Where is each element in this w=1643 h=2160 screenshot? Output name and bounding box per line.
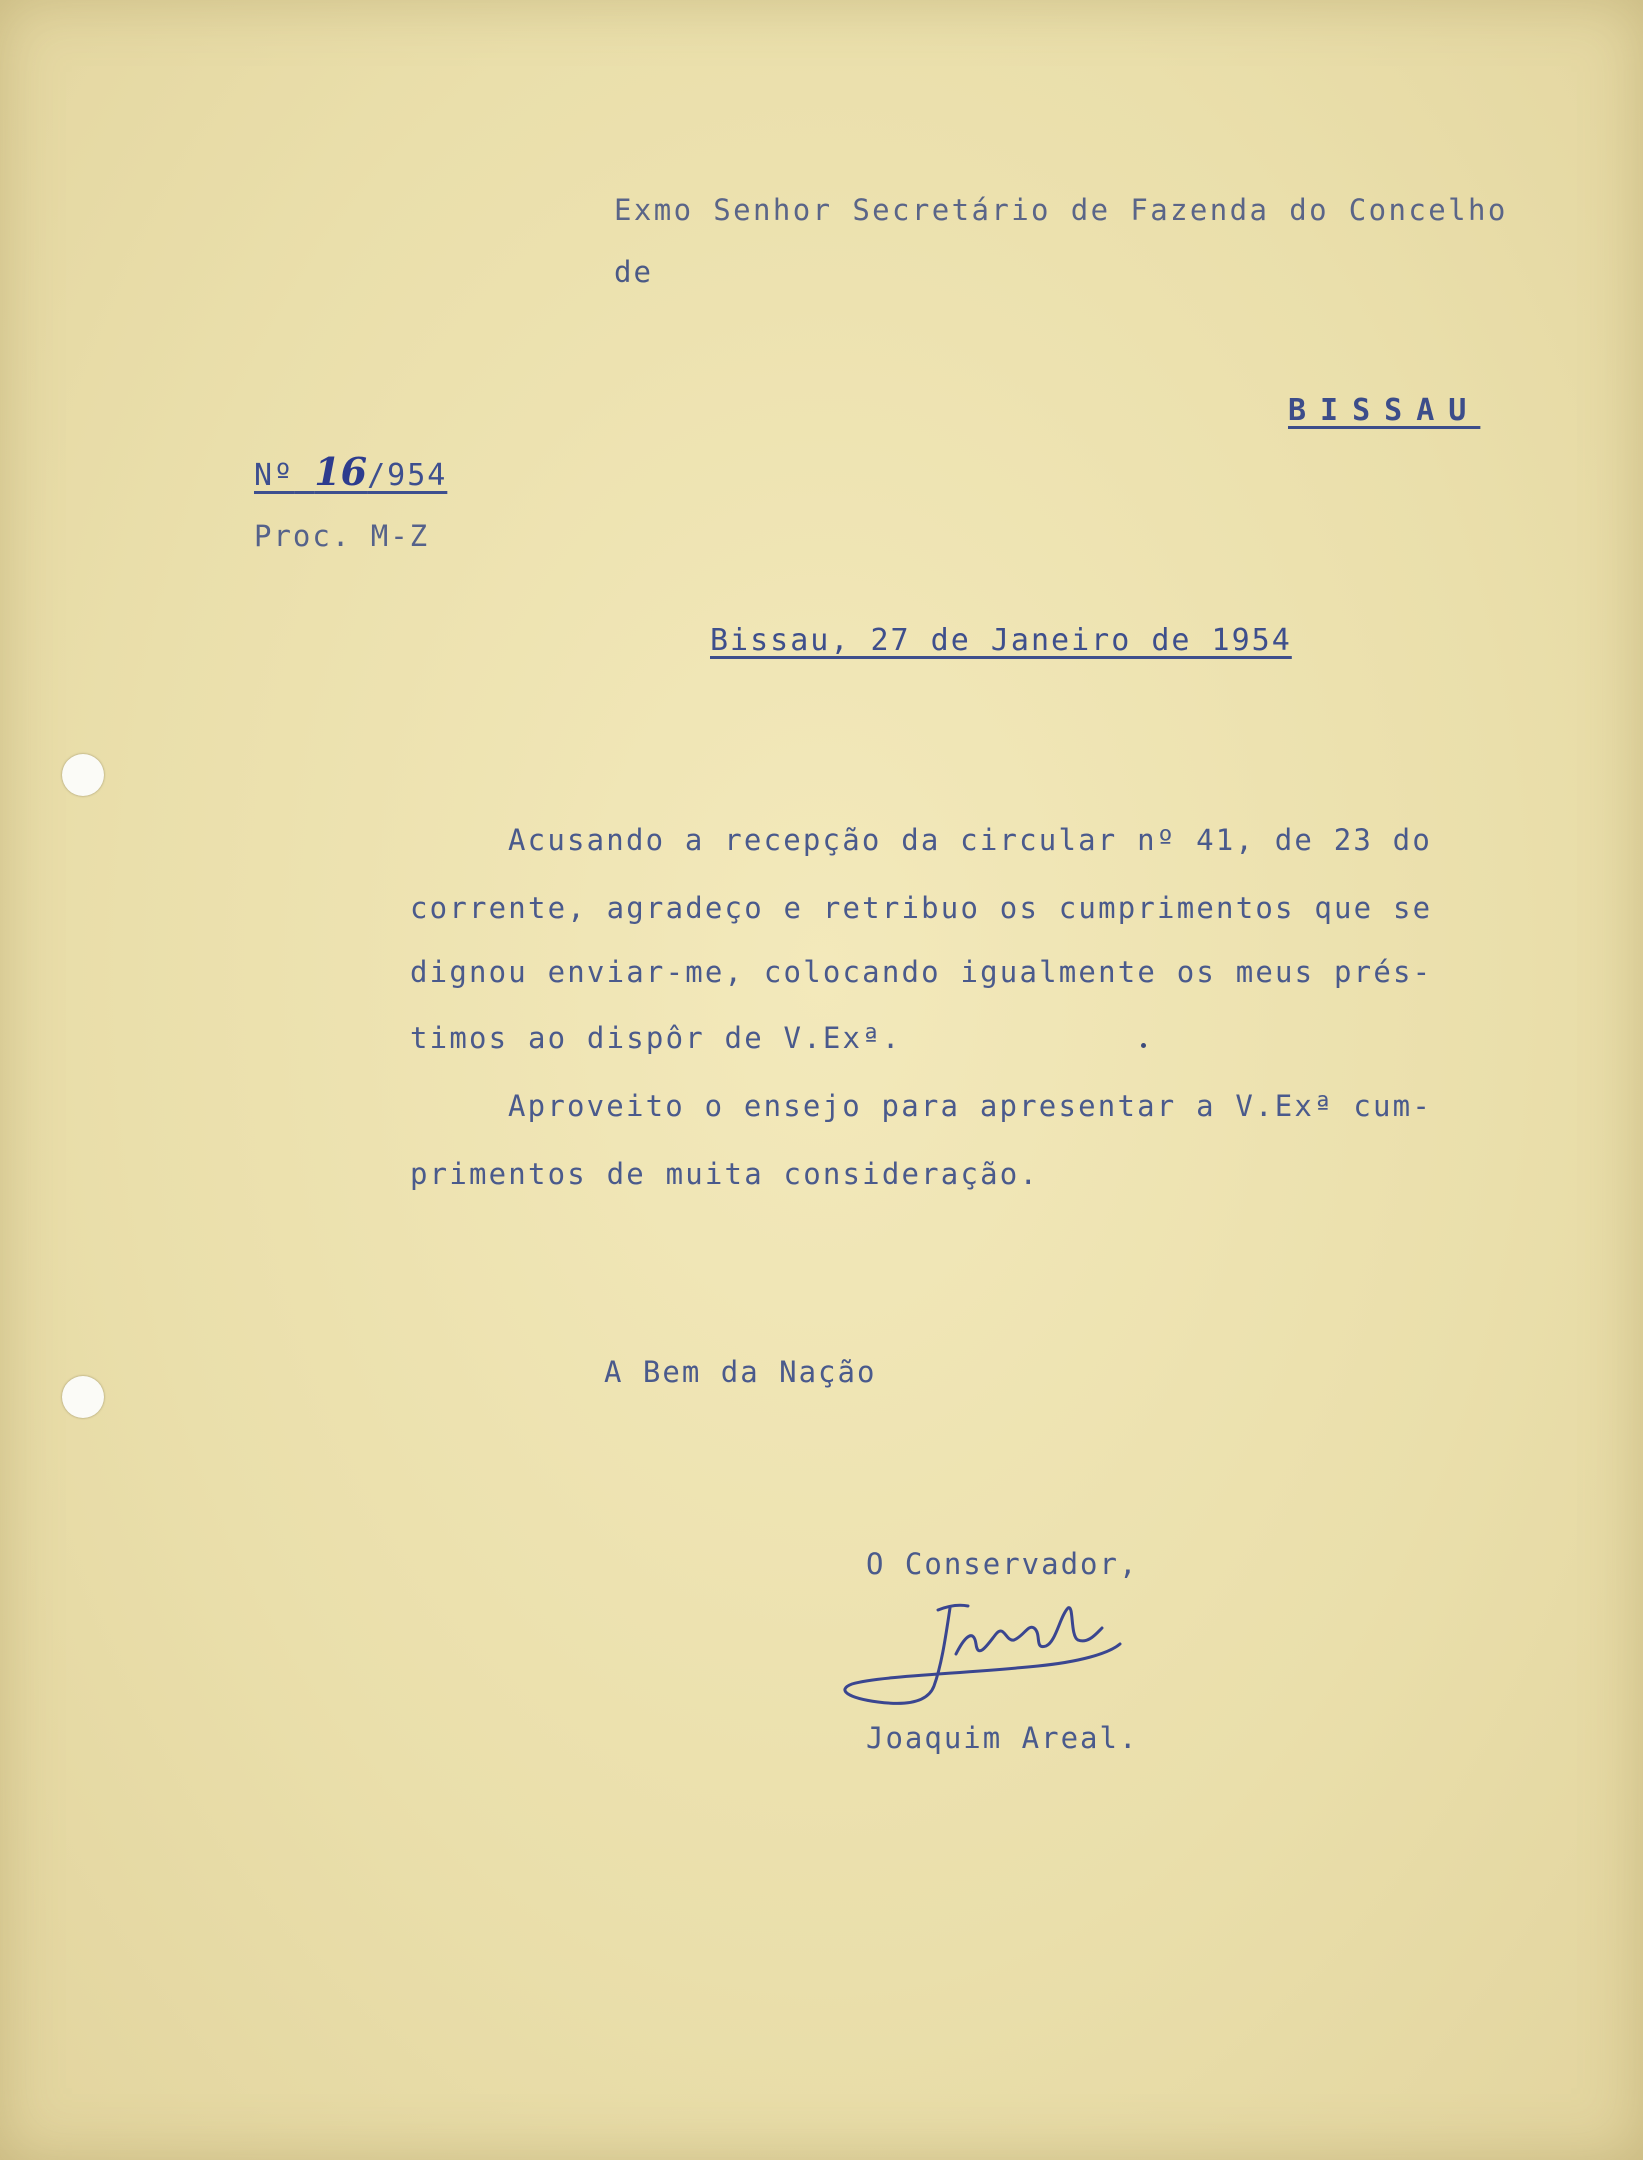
body-line: timos ao dispôr de V.Exª. — [410, 1021, 902, 1055]
addressee-de: de — [614, 255, 653, 289]
signer-name: Joaquim Areal. — [866, 1721, 1139, 1755]
addressee-line: Exmo Senhor Secretário de Fazenda do Concelho — [614, 193, 1508, 227]
reference-prefix: Nº — [254, 458, 295, 493]
handwritten-signature-icon — [838, 1594, 1138, 1714]
closing-salutation: A Bem da Nação — [604, 1355, 877, 1389]
reference-year: /954 — [367, 458, 448, 493]
process-reference: Proc. M-Z — [254, 519, 430, 553]
city-heading: BISSAU — [1288, 393, 1481, 428]
reference-number — [254, 449, 448, 494]
ink-speck — [1141, 1043, 1146, 1048]
punch-hole-top — [62, 754, 104, 796]
body-line: Acusando a recepção da circular nº 41, de 23 do — [508, 823, 1432, 857]
date-line: Bissau, 27 de Janeiro de 1954 — [710, 623, 1292, 658]
body-line: corrente, agradeço e retribuo os cumprimentos que se — [410, 891, 1433, 925]
signer-role: O Conservador, — [866, 1547, 1139, 1581]
body-line: dignou enviar-me, colocando igualmente os meus prés- — [410, 955, 1433, 989]
handwritten-reference-number: 16 — [314, 449, 368, 494]
punch-hole-bottom — [62, 1376, 104, 1418]
body-line: Aproveito o ensejo para apresentar a V.Exª cum- — [508, 1089, 1432, 1123]
body-line: primentos de muita consideração. — [410, 1157, 1040, 1191]
